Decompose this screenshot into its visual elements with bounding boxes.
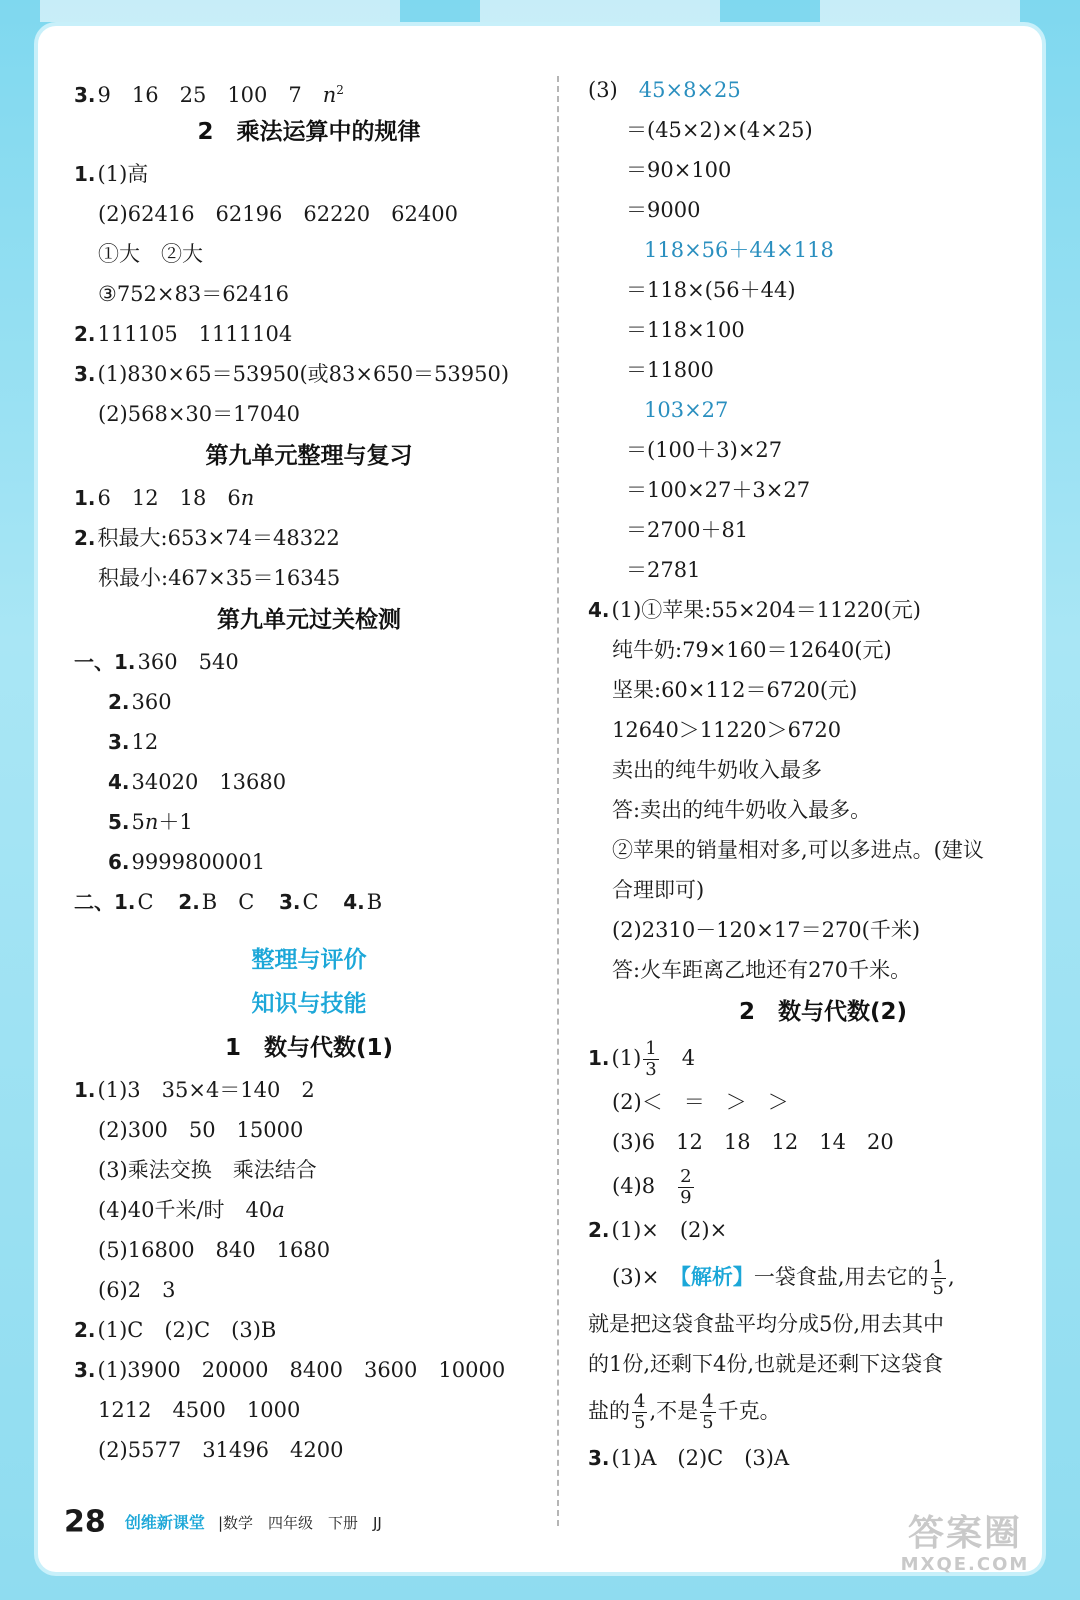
page-footer: [64, 1502, 382, 1542]
answer-line: 12640＞11220＞6720: [612, 718, 842, 742]
answer-line: ①大 ②大: [98, 242, 203, 266]
answer-line: (2)5577 31496 4200: [98, 1438, 344, 1462]
answer-line: ＝118×(56＋44): [626, 278, 796, 302]
section-title: 整理与评价: [251, 947, 367, 973]
answer-line: (3)× 【解析】一袋食盐,用去它的 $\frac{1}{5}$ ,: [612, 1257, 955, 1299]
answer-line: 6.9999800001: [108, 850, 266, 874]
answer-line: 4.(1)①苹果:55×204＝11220(元): [588, 598, 921, 622]
answer-line: ＝100×27＋3×27: [626, 478, 811, 502]
answer-line: ③752×83＝62416: [98, 282, 290, 306]
answer-line: 3.(1)A (2)C (3)A: [588, 1446, 790, 1470]
answer-line: (3)6 12 18 12 14 20: [612, 1130, 894, 1154]
answer-line: 2.积最大:653×74＝48322: [74, 526, 340, 550]
page-number: 28: [64, 1504, 106, 1540]
answer-line: 积最小:467×35＝16345: [98, 566, 341, 590]
section-title: 2 数与代数(2): [738, 999, 908, 1025]
answer-line: ＝118×100: [626, 318, 745, 342]
right-column: [588, 70, 1058, 1478]
fraction: $\frac{2}{9}$: [680, 1166, 692, 1208]
answer-line: 3.(1)3900 20000 8400 3600 10000: [74, 1358, 506, 1382]
answer-line: 2.360: [108, 690, 172, 714]
analysis-tag: 【解析】: [680, 1265, 754, 1289]
answer-line: 盐的 $\frac{4}{5}$ ,不是 $\frac{4}{5}$ 千克。: [588, 1391, 781, 1433]
answer-line: (4)8 $\frac{2}{9}$: [612, 1166, 692, 1208]
answer-line: 纯牛奶:79×160＝12640(元): [612, 638, 892, 662]
answer-line: 就是把这袋食盐平均分成5份,用去其中: [588, 1312, 945, 1336]
answer-line: 2.(1)C (2)C (3)B: [74, 1318, 277, 1342]
fraction: $\frac{4}{5}$: [634, 1391, 646, 1433]
answer-line: ＝2700＋81: [626, 518, 749, 542]
answer-line: 答:卖出的纯牛奶收入最多。: [612, 798, 872, 822]
section-title: 知识与技能: [251, 991, 367, 1017]
answer-line: 3.(1)830×65＝53950(或83×650＝53950): [74, 362, 510, 386]
answer-line: 1.6 12 18 6n: [74, 486, 255, 510]
answer-line: ＝90×100: [626, 158, 732, 182]
answer-line: 二、1.C 2.B C 3.C 4.B: [74, 890, 383, 914]
fraction: $\frac{1}{3}$: [645, 1038, 657, 1080]
top-decoration: [40, 0, 400, 22]
section-title: 第九单元整理与复习: [205, 443, 413, 469]
answer-line: ＝2781: [626, 558, 701, 582]
answer-line: (2)2310－120×17＝270(千米): [612, 918, 921, 942]
answer-line: 1.(1)3 35×4＝140 2: [74, 1078, 315, 1102]
left-column: [74, 70, 544, 1470]
answer-line: (6)2 3: [98, 1278, 176, 1302]
answer-line: 3.12: [108, 730, 159, 754]
subject-label: |数学 四年级 下册 JJ: [217, 1513, 382, 1532]
answer-line: ＝11800: [626, 358, 714, 382]
answer-line: ＝9000: [626, 198, 701, 222]
fraction: $\frac{1}{5}$: [932, 1257, 944, 1299]
answer-line: (2)568×30＝17040: [98, 402, 300, 426]
answer-line: (3) 45×8×25: [588, 78, 741, 102]
top-decoration: [480, 0, 720, 22]
watermark-logo: 答案圈 MXQE.COM: [900, 1513, 1030, 1575]
answer-line: (5)16800 840 1680: [98, 1238, 331, 1262]
answer-line: 合理即可): [612, 878, 705, 902]
answer-line: 1.(1)高: [74, 162, 149, 186]
section-title: 1 数与代数(1): [224, 1035, 394, 1061]
section-title: 第九单元过关检测: [217, 607, 401, 633]
brand-name: 创维新课堂: [124, 1512, 205, 1532]
answer-line: 103×27: [644, 398, 729, 422]
answer-line: 1212 4500 1000: [98, 1398, 301, 1422]
answer-line: 3.9 16 25 100 7 $n^2$: [74, 83, 344, 107]
answer-line: (4)40千米/时 40a: [98, 1198, 285, 1222]
top-decoration: [820, 0, 1020, 22]
answer-line: 坚果:60×112＝6720(元): [612, 678, 858, 702]
answer-line: ＝(100＋3)×27: [626, 438, 783, 462]
answer-line: ＝(45×2)×(4×25): [626, 118, 813, 142]
answer-line: 答:火车距离乙地还有270千米。: [612, 958, 912, 982]
answer-line: 2.111105 1111104: [74, 322, 293, 346]
answer-line: ②苹果的销量相对多,可以多进点。(建议: [612, 838, 984, 862]
answer-line: 2.(1)× (2)×: [588, 1218, 728, 1242]
answer-line: (2)300 50 15000: [98, 1118, 304, 1142]
column-divider: [557, 76, 559, 1526]
answer-line: 的1份,还剩下4份,也就是还剩下这袋食: [588, 1352, 944, 1376]
answer-line: 5.5n＋1: [108, 810, 193, 834]
answer-line: (2)62416 62196 62220 62400: [98, 202, 458, 226]
fraction: $\frac{4}{5}$: [702, 1391, 714, 1433]
section-title: 2 乘法运算中的规律: [197, 119, 421, 145]
answer-line: 卖出的纯牛奶收入最多: [612, 758, 822, 782]
answer-line: (3)乘法交换 乘法结合: [98, 1158, 317, 1182]
answer-line: 1.(1) $\frac{1}{3}$ 4: [588, 1038, 696, 1080]
answer-line: 一、1.360 540: [74, 650, 239, 674]
answer-line: 4.34020 13680: [108, 770, 287, 794]
answer-line: 118×56＋44×118: [644, 238, 834, 262]
answer-line: (2)＜ ＝ ＞ ＞: [612, 1090, 789, 1114]
